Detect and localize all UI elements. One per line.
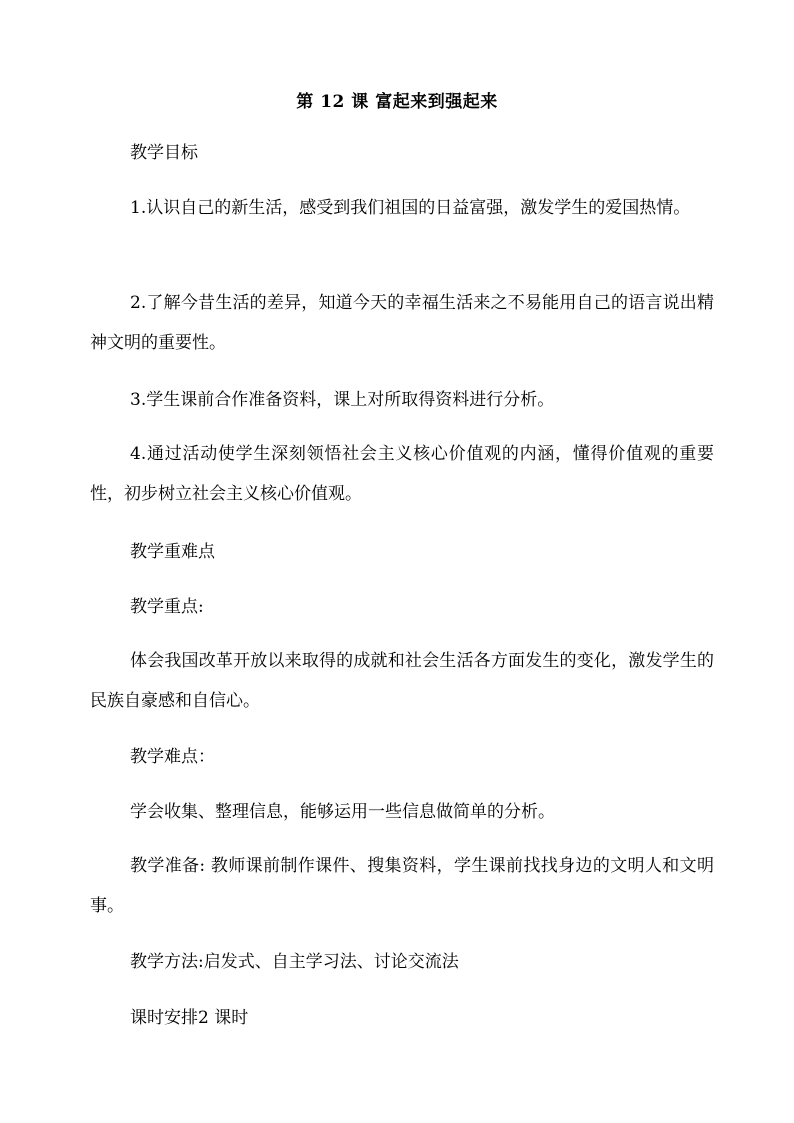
teaching-methods: 教学方法:启发式、自主学习法、讨论交流法: [130, 952, 459, 972]
class-schedule: 课时安排2 课时: [130, 1008, 249, 1028]
section-heading-objectives: 教学目标: [130, 143, 198, 163]
section-heading-key-points: 教学重点:: [130, 597, 204, 617]
section-heading-difficulties: 教学难点：: [130, 747, 215, 767]
objective-2: 2.了解今昔生活的差异，知道今天的幸福生活来之不易能用自己的语言说出精神文明的重要性。: [90, 293, 714, 353]
teaching-preparation: 教学准备: 教师课前制作课件、搜集资料，学生课前找找身边的文明人和文明事。: [90, 856, 714, 916]
difficulties-text: 学会收集、整理信息，能够运用一些信息做简单的分析。: [130, 802, 555, 822]
objective-1: 1.认识自己的新生活，感受到我们祖国的日益富强，激发学生的爱国热情。: [130, 198, 691, 218]
key-points-text: 体会我国改革开放以来取得的成就和社会生活各方面发生的变化，激发学生的民族自豪感和自信心。: [90, 651, 714, 711]
objective-3: 3.学生课前合作准备资料，课上对所取得资料进行分析。: [130, 390, 555, 410]
objective-4: 4.通过活动使学生深刻领悟社会主义核心价值观的内涵，懂得价值观的重要性，初步树立社会主义核心价值观。: [90, 444, 714, 504]
page-title: 第 12 课 富起来到强起来: [296, 92, 498, 112]
section-heading-key-difficult: 教学重难点: [130, 542, 215, 562]
